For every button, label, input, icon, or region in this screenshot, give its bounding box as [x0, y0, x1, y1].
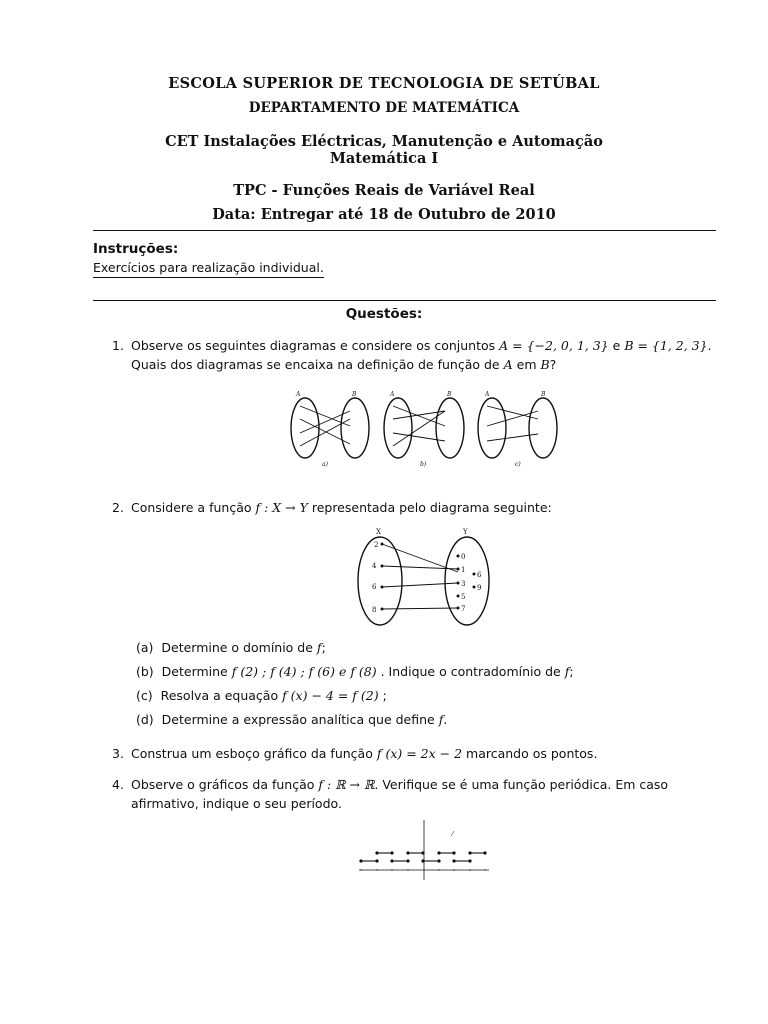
- q4-graph: [355, 818, 495, 882]
- q2-part-d-end: .: [443, 712, 448, 727]
- instructions-title: Instruções:: [93, 241, 179, 257]
- q2-y-el-1: 1: [461, 566, 466, 574]
- q2-part-a-text: Determine o domínio de: [161, 640, 313, 655]
- header-rule: [93, 230, 716, 231]
- q2-part-c-math: f (x) − 4 = f (2): [282, 688, 379, 703]
- q1-end: .: [707, 338, 712, 353]
- q1-diagram-a-label: a): [322, 461, 328, 468]
- q4-line2: afirmativo, indique o seu período.: [131, 796, 342, 811]
- q4-text: Observe o gráficos da função: [131, 777, 315, 792]
- q1-text2: Quais dos diagramas se encaixa na definição de função de: [131, 357, 500, 372]
- q1-line1: [131, 336, 712, 355]
- q1-q: ?: [549, 357, 557, 372]
- q2-part-b-label: (b): [136, 664, 154, 679]
- q2-part-c: [136, 688, 387, 703]
- q1-set-b: B = {1, 2, 3}: [624, 338, 708, 353]
- q2-line: [131, 498, 552, 517]
- q2-func: f : X → Y: [255, 500, 308, 515]
- q2-text: Considere a função: [131, 500, 252, 515]
- q2-y-el-9: 9: [477, 584, 482, 592]
- q1-diagram-b-set-a: A: [390, 391, 395, 398]
- q2-part-b-text: Determine: [161, 664, 228, 679]
- q1-diagram-a-set-b: B: [352, 391, 357, 398]
- q1-diagram-b-label: b): [420, 461, 427, 468]
- questions-title: Questões:: [345, 306, 423, 322]
- q1-and: e: [612, 338, 621, 353]
- q1-diagrams: [280, 386, 570, 470]
- q2-y-el-0: 0: [461, 553, 466, 561]
- q1-var-b: B: [540, 357, 550, 372]
- q4-text2: . Verifique se é uma função periódica. Em caso: [374, 777, 669, 792]
- q1-diagram-c-label: c): [515, 461, 521, 468]
- q2-x-el-8: 8: [372, 606, 377, 614]
- q4-number: 4.: [112, 777, 124, 792]
- q2-y-el-6: 6: [477, 571, 482, 579]
- q1-em: em: [516, 357, 537, 372]
- q2-part-b: [136, 664, 574, 679]
- q3-line: [131, 744, 597, 763]
- instructions-rule: [93, 300, 716, 301]
- q2-part-a-label: (a): [136, 640, 154, 655]
- q2-y-el-7: 7: [461, 605, 466, 613]
- q2-part-b-end: ;: [569, 664, 574, 679]
- q2-part-b-text2: . Indique o contradomínio de: [380, 664, 561, 679]
- q1-text: Observe os seguintes diagramas e considere os conjuntos: [131, 338, 496, 353]
- department-name: DEPARTAMENTO DE MATEMÁTICA: [248, 100, 520, 116]
- q2-part-a-end: ;: [321, 640, 326, 655]
- q1-diagram-c-set-b: B: [541, 391, 546, 398]
- q2-y-el-3: 3: [461, 580, 466, 588]
- assignment-title: TPC - Funções Reais de Variável Real: [233, 182, 535, 199]
- q2-part-d-label: (d): [136, 712, 154, 727]
- q2-x-el-2: 2: [374, 541, 379, 549]
- q1-diagram-a-set-a: A: [296, 391, 301, 398]
- q1-var-a: A: [503, 357, 513, 372]
- q2-text2: representada pelo diagrama seguinte:: [311, 500, 552, 515]
- q1-diagram-b-set-b: B: [447, 391, 452, 398]
- due-date: Data: Entregar até 18 de Outubro de 2010: [212, 206, 556, 223]
- q2-x-label: X: [376, 528, 381, 536]
- q3-text2: marcando os pontos.: [466, 746, 598, 761]
- q1-set-a: A = {−2, 0, 1, 3}: [499, 338, 609, 353]
- q3-math: f (x) = 2x − 2: [376, 746, 463, 761]
- q2-part-c-end: ;: [382, 688, 387, 703]
- q2-part-d: [136, 712, 447, 727]
- course-name: CET Instalações Eléctricas, Manutenção e Automação: [165, 133, 603, 150]
- q2-part-c-text: Resolva a equação: [160, 688, 279, 703]
- q2-y-el-5: 5: [461, 593, 466, 601]
- q2-part-a-math: f: [316, 640, 322, 655]
- q2-y-label: Y: [463, 528, 468, 536]
- q1-line2: [131, 355, 556, 374]
- q2-part-b-math: f (2) ; f (4) ; f (6) e f (8): [231, 664, 377, 679]
- q2-part-b-math2: f: [564, 664, 570, 679]
- q2-part-a: [136, 640, 326, 655]
- q4-line1: [131, 775, 668, 794]
- q2-x-el-6: 6: [372, 583, 377, 591]
- q2-x-el-4: 4: [372, 562, 377, 570]
- q3-number: 3.: [112, 746, 124, 761]
- q2-part-d-math: f: [438, 712, 444, 727]
- instructions-body: Exercícios para realização individual.: [93, 260, 324, 278]
- q1-number: 1.: [112, 338, 124, 353]
- q2-part-d-text: Determine a expressão analítica que define: [161, 712, 435, 727]
- q4-math: f : ℝ → ℝ: [318, 777, 375, 792]
- subject-name: Matemática I: [329, 150, 439, 167]
- q2-diagram: [350, 526, 500, 626]
- q2-part-c-label: (c): [136, 688, 153, 703]
- q3-text: Construa um esboço gráfico da função: [131, 746, 373, 761]
- q2-number: 2.: [112, 500, 124, 515]
- school-name: ESCOLA SUPERIOR DE TECNOLOGIA DE SETÚBAL: [168, 75, 600, 92]
- q1-diagram-c-set-a: A: [485, 391, 490, 398]
